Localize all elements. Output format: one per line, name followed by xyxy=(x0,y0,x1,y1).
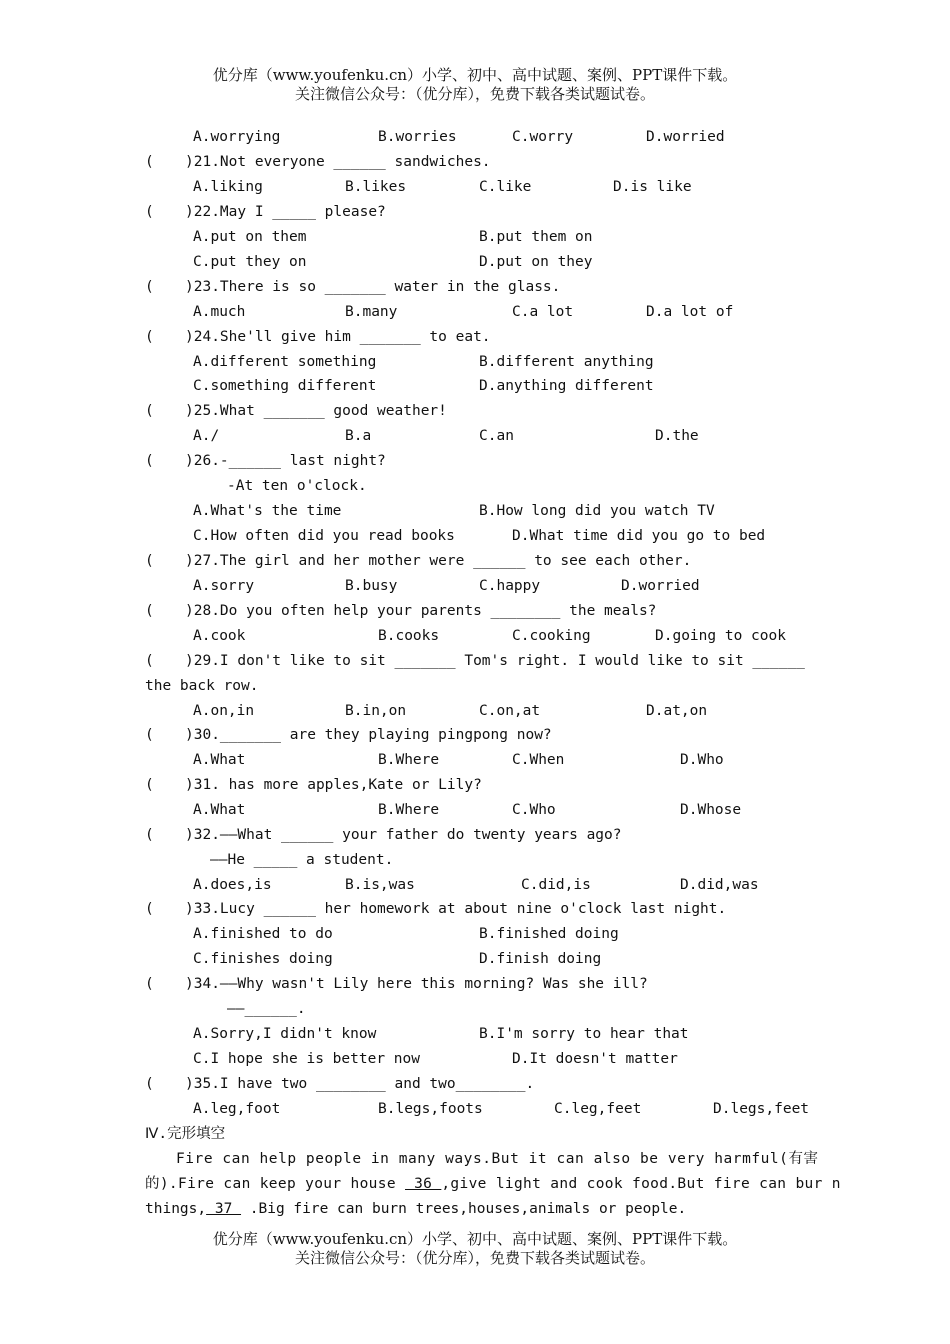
footer-line-2: 关注微信公众号：（优分库），免费下载各类试题试卷。 xyxy=(294,1249,655,1267)
q26-stem: )26.-______ last night? xyxy=(185,453,386,469)
q27-option-b: B.busy xyxy=(345,578,398,594)
q22-option-b: B.put them on xyxy=(479,229,593,245)
q28-stem: )28.Do you often help your parents ________ the meals? xyxy=(185,603,657,619)
cloze-text: 的).Fire can keep your house xyxy=(145,1176,406,1192)
q21-option-d: D.is like xyxy=(613,179,692,195)
answer-paren: ( xyxy=(145,204,154,220)
q23-option-a: A.much xyxy=(193,304,246,320)
q29-option-c: C.on,at xyxy=(479,703,541,719)
q31-option-a: A.What xyxy=(193,802,246,818)
answer-paren: ( xyxy=(145,901,154,917)
q30-option-d: D.Who xyxy=(680,752,724,768)
q25-option-d: D.the xyxy=(655,428,699,444)
q31-option-b: B.Where xyxy=(378,802,440,818)
q29-stem: )29.I don't like to sit _______ Tom's right. I would like to sit ______ xyxy=(185,653,805,669)
q26-option-c: C.How often did you read books xyxy=(193,528,455,544)
answer-paren: ( xyxy=(145,403,154,419)
q32-option-b: B.is,was xyxy=(345,877,415,893)
q28-option-c: C.cooking xyxy=(512,628,591,644)
q26-option-a: A.What's the time xyxy=(193,503,342,519)
q32-stem: )32.——What ______ your father do twenty years ago? xyxy=(185,827,622,843)
q28-option-b: B.cooks xyxy=(378,628,440,644)
q20-option-b: B.worries xyxy=(378,129,457,145)
q23-stem: )23.There is so _______ water in the glass. xyxy=(185,279,561,295)
q24-option-a: A.different something xyxy=(193,354,377,370)
answer-paren: ( xyxy=(145,976,154,992)
q21-option-c: C.like xyxy=(479,179,532,195)
q26-option-d: D.What time did you go to bed xyxy=(512,528,766,544)
q29-continuation: the back row. xyxy=(145,678,259,694)
q32-option-c: C.did,is xyxy=(521,877,591,893)
q32-option-d: D.did,was xyxy=(680,877,759,893)
q34-reply: ——______. xyxy=(227,1001,306,1017)
q31-option-c: C.Who xyxy=(512,802,556,818)
q25-option-a: A./ xyxy=(193,428,220,444)
answer-paren: ( xyxy=(145,653,154,669)
cloze-text: .Big fire can burn trees,houses,animals or people. xyxy=(241,1201,687,1217)
answer-paren: ( xyxy=(145,453,154,469)
q35-option-a: A.leg,foot xyxy=(193,1101,281,1117)
q24-option-b: B.different anything xyxy=(479,354,654,370)
q23-option-c: C.a lot xyxy=(512,304,574,320)
q21-stem: )21.Not everyone ______ sandwiches. xyxy=(185,154,491,170)
q24-option-c: C.something different xyxy=(193,378,377,394)
q33-stem: )33.Lucy ______ her homework at about nine o'clock last night. xyxy=(185,901,727,917)
cloze-paragraph-line-3 xyxy=(145,1200,686,1218)
q23-option-d: D.a lot of xyxy=(646,304,734,320)
q25-option-b: B.a xyxy=(345,428,372,444)
q34-option-c: C.I hope she is better now xyxy=(193,1051,420,1067)
q33-option-a: A.finished to do xyxy=(193,926,333,942)
section-title: Ⅳ.完形填空 xyxy=(145,1126,226,1142)
q28-option-a: A.cook xyxy=(193,628,246,644)
q22-option-c: C.put they on xyxy=(193,254,307,270)
q24-stem: )24.She'll give him _______ to eat. xyxy=(185,329,491,345)
q35-stem: )35.I have two ________ and two________. xyxy=(185,1076,535,1092)
q27-option-d: D.worried xyxy=(621,578,700,594)
q24-option-d: D.anything different xyxy=(479,378,654,394)
answer-paren: ( xyxy=(145,727,154,743)
q30-option-c: C.When xyxy=(512,752,565,768)
q34-stem: )34.——Why wasn't Lily here this morning? Was she ill? xyxy=(185,976,648,992)
answer-paren: ( xyxy=(145,827,154,843)
cloze-text: ,give light and cook food.But fire can bur n xyxy=(441,1176,841,1192)
q30-option-a: A.What xyxy=(193,752,246,768)
q35-option-c: C.leg,feet xyxy=(554,1101,642,1117)
header-line-1: 优分库（www.youfenku.cn）小学、初中、高中试题、案例、PPT课件下载。 xyxy=(212,66,738,84)
q20-option-d: D.worried xyxy=(646,129,725,145)
footer-line-1: 优分库（www.youfenku.cn）小学、初中、高中试题、案例、PPT课件下载。 xyxy=(212,1230,738,1248)
q20-option-c: C.worry xyxy=(512,129,574,145)
q30-option-b: B.Where xyxy=(378,752,440,768)
q28-option-d: D.going to cook xyxy=(655,628,786,644)
q34-option-a: A.Sorry,I didn't know xyxy=(193,1026,377,1042)
q22-stem: )22.May I _____ please? xyxy=(185,204,386,220)
q33-option-c: C.finishes doing xyxy=(193,951,333,967)
q34-option-b: B.I'm sorry to hear that xyxy=(479,1026,689,1042)
answer-paren: ( xyxy=(145,603,154,619)
q29-option-a: A.on,in xyxy=(193,703,255,719)
q35-option-d: D.legs,feet xyxy=(713,1101,810,1117)
q29-option-b: B.in,on xyxy=(345,703,407,719)
q31-stem: )31. has more apples,Kate or Lily? xyxy=(185,777,482,793)
q25-stem: )25.What _______ good weather! xyxy=(185,403,447,419)
q25-option-c: C.an xyxy=(479,428,514,444)
q21-option-b: B.likes xyxy=(345,179,407,195)
q31-option-d: D.Whose xyxy=(680,802,742,818)
answer-paren: ( xyxy=(145,154,154,170)
q32-reply: ——He _____ a student. xyxy=(210,852,394,868)
q30-stem: )30._______ are they playing pingpong now? xyxy=(185,727,552,743)
q27-option-a: A.sorry xyxy=(193,578,255,594)
answer-paren: ( xyxy=(145,553,154,569)
cloze-blank-37[interactable]: 37 xyxy=(206,1201,242,1217)
q21-option-a: A.liking xyxy=(193,179,263,195)
q35-option-b: B.legs,foots xyxy=(378,1101,483,1117)
cloze-text: things, xyxy=(145,1201,207,1217)
cloze-blank-36[interactable]: 36 xyxy=(405,1176,442,1192)
q22-option-a: A.put on them xyxy=(193,229,307,245)
q26-option-b: B.How long did you watch TV xyxy=(479,503,715,519)
answer-paren: ( xyxy=(145,279,154,295)
q26-reply: -At ten o'clock. xyxy=(227,478,367,494)
q27-stem: )27.The girl and her mother were ______ to see each other. xyxy=(185,553,692,569)
q32-option-a: A.does,is xyxy=(193,877,272,893)
answer-paren: ( xyxy=(145,329,154,345)
q20-option-a: A.worrying xyxy=(193,129,281,145)
q23-option-b: B.many xyxy=(345,304,398,320)
answer-paren: ( xyxy=(145,1076,154,1092)
q29-option-d: D.at,on xyxy=(646,703,708,719)
q34-option-d: D.It doesn't matter xyxy=(512,1051,678,1067)
q33-option-d: D.finish doing xyxy=(479,951,602,967)
header-line-2: 关注微信公众号：（优分库），免费下载各类试题试卷。 xyxy=(294,85,655,103)
answer-paren: ( xyxy=(145,777,154,793)
q22-option-d: D.put on they xyxy=(479,254,593,270)
cloze-paragraph-line-2 xyxy=(145,1175,841,1193)
cloze-paragraph-line-1: Fire can help people in many ways.But it can also be very harmful(有害 xyxy=(176,1151,819,1167)
q27-option-c: C.happy xyxy=(479,578,541,594)
q33-option-b: B.finished doing xyxy=(479,926,619,942)
